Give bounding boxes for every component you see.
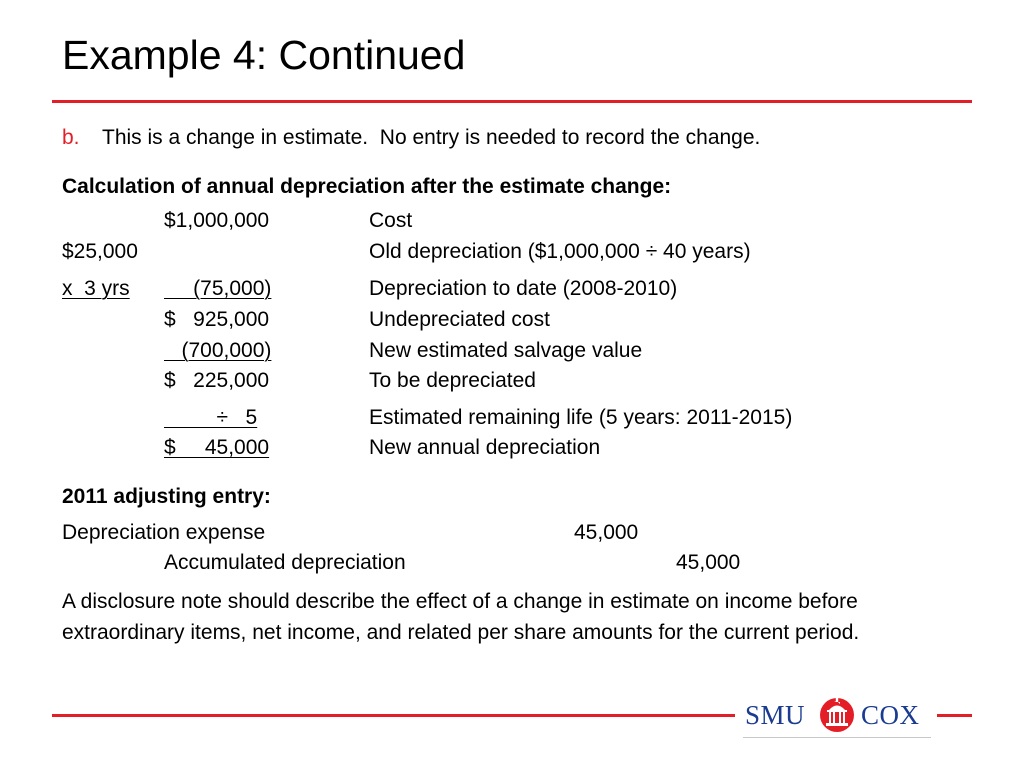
calc-heading: Calculation of annual depreciation after the estimate change: xyxy=(62,175,672,198)
calc-desc: New annual depreciation xyxy=(369,436,601,459)
calc-desc: New estimated salvage value xyxy=(369,339,643,362)
credit-account: Accumulated depreciation xyxy=(164,551,406,574)
dallas-hall-icon xyxy=(819,695,855,735)
calc-desc: Depreciation to date (2008-2010) xyxy=(369,277,678,300)
slide-title: Example 4: Continued xyxy=(62,32,466,78)
calc-desc: Undepreciated cost xyxy=(369,308,550,331)
disclosure-note: A disclosure note should describe the effect of a change in estimate on income before extraordinary items, net income, and related per share amounts for the current period. xyxy=(62,590,860,644)
debit-amount: 45,000 xyxy=(574,521,639,544)
calc-amount: (700,000) xyxy=(164,339,272,362)
calc-desc: Cost xyxy=(369,209,413,232)
calc-left: $25,000 xyxy=(62,240,138,263)
credit-amount: 45,000 xyxy=(676,551,741,574)
logo-left-word: SMU xyxy=(745,700,806,730)
calc-left: x 3 yrs xyxy=(62,277,130,300)
debit-account: Depreciation expense xyxy=(62,521,266,544)
calc-desc: To be depreciated xyxy=(369,369,536,392)
calc-amount: ÷ 5 xyxy=(164,406,258,429)
calc-amount: $ 45,000 xyxy=(164,436,270,459)
bullet-text: This is a change in estimate. No entry is needed to record the change. xyxy=(102,126,761,149)
calc-amount: $ 225,000 xyxy=(164,369,270,392)
calc-desc: Estimated remaining life (5 years: 2011-2015) xyxy=(369,406,793,429)
smu-cox-logo xyxy=(743,694,931,738)
calc-amount: $1,000,000 xyxy=(164,209,270,232)
calc-amount: $ 925,000 xyxy=(164,308,270,331)
footer-rule-right xyxy=(937,714,972,717)
calc-amount: (75,000) xyxy=(164,277,272,300)
entry-heading: 2011 adjusting entry: xyxy=(62,485,271,508)
logo-right-word: COX xyxy=(861,700,920,730)
bullet-marker: b. xyxy=(62,126,80,149)
footer-rule-left xyxy=(52,714,735,717)
title-rule xyxy=(52,100,972,103)
logo-underline xyxy=(743,737,931,738)
calc-desc: Old depreciation ($1,000,000 ÷ 40 years) xyxy=(369,240,751,263)
